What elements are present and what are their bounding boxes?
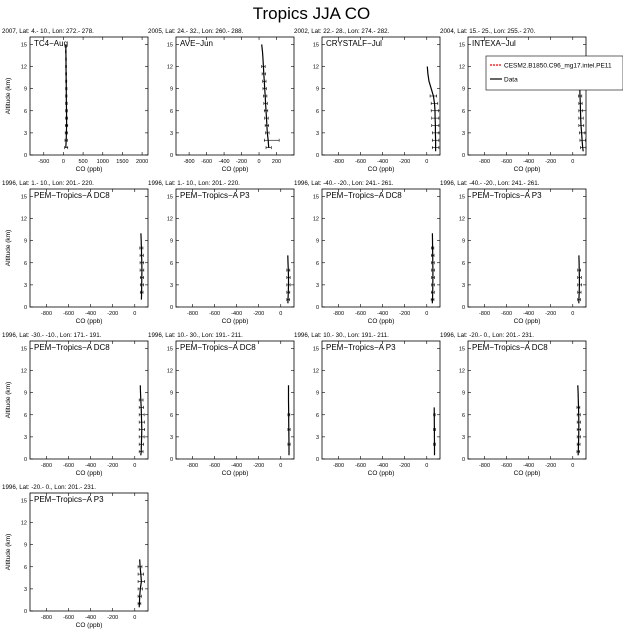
x-tick-label: -400	[85, 463, 97, 469]
x-tick-label: -400	[377, 159, 389, 165]
y-tick-label: 6	[169, 412, 173, 419]
panel-header: 2007, Lat: 4.- 10., Lon: 272.- 278.	[2, 28, 94, 35]
y-axis-label: Altitude (km)	[5, 77, 12, 115]
x-tick-label: -600	[63, 463, 75, 469]
x-tick-label: 1000	[96, 159, 109, 165]
plot-frame	[322, 189, 440, 307]
y-tick-label: 15	[458, 42, 465, 49]
x-tick-label: -800	[41, 463, 53, 469]
x-tick-label: -200	[399, 463, 411, 469]
y-tick-label: 12	[312, 216, 319, 223]
campaign-label: CRYSTALF−Jul	[326, 39, 382, 48]
y-tick-label: 15	[20, 42, 27, 49]
y-tick-label: 6	[169, 108, 173, 115]
x-axis-label: CO (ppb)	[513, 470, 541, 477]
plot-frame	[322, 37, 440, 155]
y-tick-label: 0	[23, 609, 27, 615]
x-tick-label: -800	[187, 311, 199, 317]
y-tick-label: 3	[315, 434, 319, 441]
y-tick-label: 6	[315, 412, 319, 419]
y-tick-label: 6	[23, 108, 27, 115]
y-tick-label: 3	[23, 434, 27, 441]
x-tick-label: 1500	[116, 159, 129, 165]
plot-frame	[30, 493, 148, 611]
x-axis-label: CO (ppb)	[75, 622, 103, 629]
x-tick-label: -600	[501, 463, 513, 469]
panel-header: 1996, Lat: -40.- -20., Lon: 241.- 261.	[294, 180, 394, 187]
panel-11	[294, 332, 440, 477]
x-tick-label: 0	[279, 311, 283, 317]
y-tick-label: 12	[20, 368, 27, 375]
x-tick-label: 2000	[135, 159, 149, 165]
campaign-label: PEM−Tropics−A DC8	[326, 191, 402, 200]
y-tick-label: 9	[23, 238, 27, 245]
y-tick-label: 6	[461, 108, 465, 115]
x-tick-label: 200	[271, 159, 282, 165]
x-tick-label: -400	[377, 311, 389, 317]
panel-2	[148, 28, 294, 173]
x-tick-label: -800	[479, 463, 491, 469]
figure-title: Tropics JJA CO	[252, 4, 371, 23]
y-tick-label: 6	[169, 260, 173, 267]
panel-12	[440, 332, 586, 477]
x-tick-label: 0	[425, 311, 429, 317]
x-tick-label: -800	[187, 463, 199, 469]
y-tick-label: 12	[458, 368, 465, 375]
x-axis-label: CO (ppb)	[75, 318, 103, 325]
y-tick-label: 15	[20, 194, 27, 201]
plot-frame	[468, 189, 586, 307]
x-tick-label: -200	[107, 463, 119, 469]
x-axis-label: CO (ppb)	[75, 166, 103, 173]
x-tick-label: -600	[63, 615, 75, 621]
campaign-label: PEM−Tropics−A P3	[472, 191, 542, 200]
y-tick-label: 9	[23, 390, 27, 397]
y-tick-label: 12	[166, 368, 173, 375]
x-tick-label: -200	[253, 463, 265, 469]
y-tick-label: 12	[312, 64, 319, 71]
y-tick-label: 12	[166, 64, 173, 71]
panel-header: 1996, Lat: -30.- -10., Lon: 171.- 191.	[2, 332, 102, 339]
panel-6	[148, 180, 294, 325]
y-tick-label: 15	[20, 346, 27, 353]
legend-label: Data	[504, 76, 518, 84]
x-tick-label: -800	[479, 159, 491, 165]
x-tick-label: 0	[571, 311, 575, 317]
panel-4	[440, 28, 586, 173]
x-tick-label: -800	[333, 159, 345, 165]
plot-frame	[30, 189, 148, 307]
x-tick-label: 0	[571, 159, 575, 165]
y-tick-label: 3	[315, 282, 319, 289]
series-line	[140, 385, 142, 455]
x-tick-label: -600	[501, 159, 513, 165]
y-tick-label: 15	[166, 194, 173, 201]
x-tick-label: 0	[133, 463, 137, 469]
x-tick-label: -200	[399, 159, 411, 165]
plot-frame	[176, 341, 294, 459]
x-tick-label: 0	[133, 311, 137, 317]
campaign-label: PEM−Tropics−A P3	[34, 495, 104, 504]
y-tick-label: 3	[169, 434, 173, 441]
x-tick-label: -400	[231, 311, 243, 317]
panel-header: 1996, Lat: -40.- -20., Lon: 241.- 261.	[440, 180, 540, 187]
error-bar	[264, 139, 279, 142]
y-tick-label: 12	[20, 216, 27, 223]
x-tick-label: -600	[355, 159, 367, 165]
y-tick-label: 0	[23, 457, 27, 463]
y-tick-label: 0	[315, 153, 319, 159]
y-tick-label: 0	[169, 153, 173, 159]
series-line	[579, 255, 580, 303]
panel-header: 2002, Lat: 22.- 28., Lon: 274.- 282.	[294, 28, 390, 35]
series-line	[289, 385, 290, 455]
panel-header: 1996, Lat: 1.- 10., Lon: 201.- 220.	[2, 180, 94, 187]
panel-header: 1996, Lat: -20.- 0., Lon: 201.- 231.	[440, 332, 534, 339]
y-tick-label: 3	[169, 130, 173, 137]
x-tick-label: -400	[523, 463, 535, 469]
y-tick-label: 0	[461, 305, 465, 311]
x-tick-label: -400	[377, 463, 389, 469]
series-line	[578, 385, 579, 455]
legend-box	[486, 56, 623, 90]
y-tick-label: 6	[23, 412, 27, 419]
panel-header: 1996, Lat: -20.- 0., Lon: 201.- 231.	[2, 484, 96, 491]
x-tick-label: -400	[231, 463, 243, 469]
x-tick-label: -200	[236, 159, 248, 165]
y-tick-label: 9	[169, 238, 173, 245]
x-tick-label: 0	[571, 463, 575, 469]
y-tick-label: 0	[461, 153, 465, 159]
y-tick-label: 3	[23, 586, 27, 593]
y-tick-label: 6	[461, 412, 465, 419]
x-tick-label: -200	[545, 159, 557, 165]
series-line	[427, 67, 435, 152]
y-tick-label: 6	[23, 260, 27, 267]
x-tick-label: -600	[355, 311, 367, 317]
panel-header: 1996, Lat: 1.- 10., Lon: 201.- 220.	[148, 180, 240, 187]
y-tick-label: 6	[315, 260, 319, 267]
campaign-label: AVE−Jun	[180, 39, 213, 48]
y-axis-label: Altitude (km)	[5, 381, 12, 419]
x-tick-label: -200	[107, 311, 119, 317]
y-tick-label: 9	[315, 86, 319, 93]
x-tick-label: -400	[85, 615, 97, 621]
x-tick-label: -800	[333, 463, 345, 469]
plot-frame	[322, 341, 440, 459]
legend	[486, 56, 623, 90]
campaign-label: PEM−Tropics−A DC8	[34, 191, 110, 200]
y-tick-label: 15	[312, 194, 319, 201]
y-tick-label: 3	[23, 282, 27, 289]
x-tick-label: 500	[78, 159, 88, 165]
campaign-label: TC4−Aug	[34, 39, 69, 48]
campaign-label: INTEXA−Jul	[472, 39, 516, 48]
y-tick-label: 6	[23, 564, 27, 571]
y-axis-label: Altitude (km)	[5, 229, 12, 267]
plot-frame	[30, 341, 148, 459]
x-tick-label: 0	[133, 615, 137, 621]
x-axis-label: CO (ppb)	[513, 318, 541, 325]
y-tick-label: 15	[20, 498, 27, 505]
panel-9	[2, 332, 148, 477]
panel-3	[294, 28, 440, 173]
x-tick-label: -400	[218, 159, 230, 165]
y-tick-label: 12	[20, 520, 27, 527]
y-tick-label: 6	[461, 260, 465, 267]
y-tick-label: 0	[315, 457, 319, 463]
y-tick-label: 12	[458, 64, 465, 71]
campaign-label: PEM−Tropics−A DC8	[180, 343, 256, 352]
x-tick-label: -600	[201, 159, 213, 165]
x-tick-label: -600	[63, 311, 75, 317]
x-tick-label: -200	[107, 615, 119, 621]
y-tick-label: 0	[23, 305, 27, 311]
x-axis-label: CO (ppb)	[367, 166, 395, 173]
x-tick-label: -600	[209, 463, 221, 469]
y-tick-label: 9	[461, 390, 465, 397]
y-tick-label: 15	[166, 42, 173, 49]
y-tick-label: 15	[166, 346, 173, 353]
plot-frame	[468, 37, 586, 155]
panel-5	[2, 180, 148, 325]
x-tick-label: -400	[85, 311, 97, 317]
legend-label: CESM2.B1850.C96_mg17.intel.PE11	[504, 62, 612, 70]
x-axis-label: CO (ppb)	[221, 166, 249, 173]
x-tick-label: 0	[61, 159, 65, 165]
y-tick-label: 15	[458, 346, 465, 353]
plot-frame	[176, 189, 294, 307]
campaign-label: PEM−Tropics−A DC8	[34, 343, 110, 352]
panel-header: 1996, Lat: 10.- 30., Lon: 191.- 211.	[148, 332, 243, 339]
y-tick-label: 9	[169, 390, 173, 397]
panel-1	[2, 28, 148, 173]
series-line	[432, 233, 433, 303]
x-tick-label: -800	[41, 311, 53, 317]
x-tick-label: -800	[479, 311, 491, 317]
x-axis-label: CO (ppb)	[221, 470, 249, 477]
x-tick-label: -200	[399, 311, 411, 317]
x-tick-label: -600	[355, 463, 367, 469]
x-tick-label: -600	[501, 311, 513, 317]
y-tick-label: 0	[315, 305, 319, 311]
y-tick-label: 12	[20, 64, 27, 71]
x-axis-label: CO (ppb)	[367, 470, 395, 477]
y-tick-label: 9	[461, 238, 465, 245]
y-tick-label: 12	[166, 216, 173, 223]
x-tick-label: -600	[209, 311, 221, 317]
y-tick-label: 3	[461, 130, 465, 137]
series-line	[141, 233, 142, 299]
x-tick-label: 0	[425, 463, 429, 469]
panel-header: 2004, Lat: 15.- 25., Lon: 255.- 270.	[440, 28, 536, 35]
y-tick-label: 9	[169, 86, 173, 93]
panel-8	[440, 180, 586, 325]
x-tick-label: -800	[333, 311, 345, 317]
x-tick-label: -400	[523, 311, 535, 317]
panel-13	[2, 484, 148, 629]
x-tick-label: 0	[279, 463, 283, 469]
y-tick-label: 0	[169, 457, 173, 463]
x-tick-label: -800	[41, 615, 53, 621]
x-axis-label: CO (ppb)	[367, 318, 395, 325]
y-tick-label: 15	[458, 194, 465, 201]
y-tick-label: 0	[23, 153, 27, 159]
x-tick-label: -400	[523, 159, 535, 165]
panel-7	[294, 180, 440, 325]
x-axis-label: CO (ppb)	[75, 470, 103, 477]
plot-frame	[468, 341, 586, 459]
plot-frame	[176, 37, 294, 155]
y-tick-label: 12	[458, 216, 465, 223]
y-tick-label: 9	[23, 542, 27, 549]
series-line	[288, 255, 289, 303]
x-tick-label: -200	[545, 463, 557, 469]
y-tick-label: 3	[461, 282, 465, 289]
panel-10	[148, 332, 294, 477]
x-tick-label: -200	[545, 311, 557, 317]
panel-header: 2005, Lat: 24.- 32., Lon: 260.- 288.	[148, 28, 244, 35]
plot-frame	[30, 37, 148, 155]
y-tick-label: 0	[461, 457, 465, 463]
y-tick-label: 9	[23, 86, 27, 93]
y-tick-label: 6	[315, 108, 319, 115]
y-tick-label: 9	[315, 238, 319, 245]
x-tick-label: -500	[38, 159, 50, 165]
campaign-label: PEM−Tropics−A P3	[180, 191, 250, 200]
y-tick-label: 9	[315, 390, 319, 397]
y-tick-label: 3	[461, 434, 465, 441]
x-axis-label: CO (ppb)	[221, 318, 249, 325]
y-tick-label: 9	[461, 86, 465, 93]
y-axis-label: Altitude (km)	[5, 533, 12, 571]
y-tick-label: 15	[312, 42, 319, 49]
x-tick-label: -200	[253, 311, 265, 317]
y-tick-label: 3	[23, 130, 27, 137]
panel-header: 1996, Lat: 10.- 30., Lon: 191.- 211.	[294, 332, 389, 339]
x-tick-label: 0	[257, 159, 261, 165]
campaign-label: PEM−Tropics−A DC8	[472, 343, 548, 352]
x-axis-label: CO (ppb)	[513, 166, 541, 173]
y-tick-label: 3	[315, 130, 319, 137]
y-tick-label: 0	[169, 305, 173, 311]
campaign-label: PEM−Tropics−A P3	[326, 343, 396, 352]
y-tick-label: 15	[312, 346, 319, 353]
y-tick-label: 12	[312, 368, 319, 375]
y-tick-label: 3	[169, 282, 173, 289]
x-tick-label: -800	[183, 159, 195, 165]
x-tick-label: 0	[425, 159, 429, 165]
